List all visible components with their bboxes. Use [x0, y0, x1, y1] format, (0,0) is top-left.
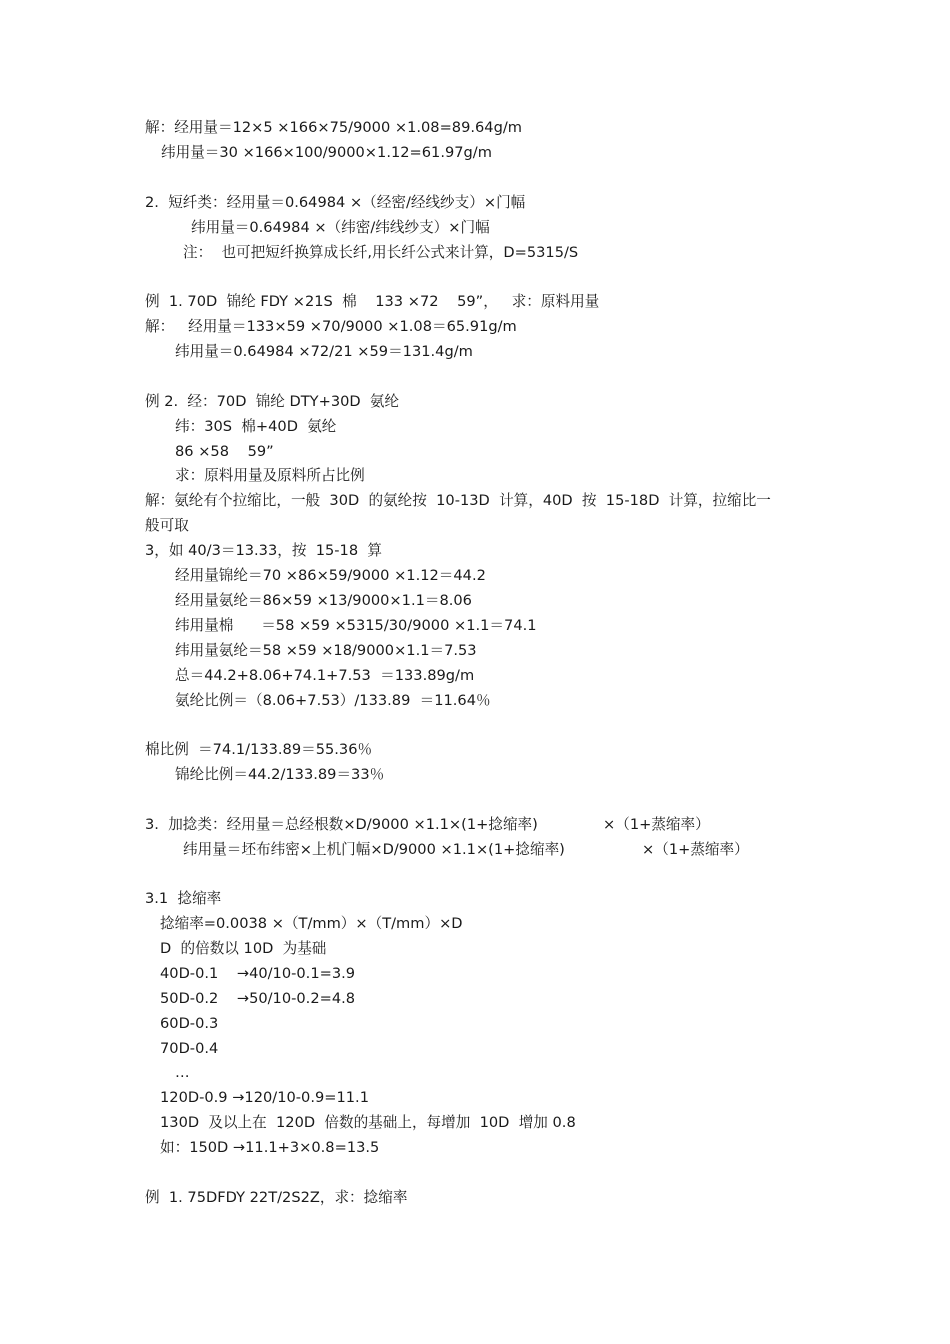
- text-line: 棉比例 ＝74.1/133.89＝55.36％: [145, 741, 373, 758]
- text-line: …: [175, 1064, 190, 1081]
- text-line: D 的倍数以 10D 为基础: [160, 940, 327, 957]
- section-heading: 2. 短纤类：经用量＝0.64984 ×（经密/经线纱支）×门幅: [145, 194, 526, 211]
- text-line: 氨纶比例＝（8.06+7.53）/133.89 ＝11.64％: [175, 692, 491, 709]
- text-line: 纬用量棉 ＝58 ×59 ×5315/30/9000 ×1.1＝74.1: [175, 617, 537, 634]
- text-line: 解： 经用量＝133×59 ×70/9000 ×1.08＝65.91g/m: [145, 318, 517, 335]
- text-line: 求：原料用量及原料所占比例: [175, 467, 365, 484]
- text-line: 如：150D →11.1+3×0.8=13.5: [160, 1139, 380, 1156]
- note-line: 注： 也可把短纤换算成长纤,用长纤公式来计算，D=5315/S: [183, 244, 579, 261]
- text-line: 纬用量＝30 ×166×100/9000×1.12=61.97g/m: [161, 144, 492, 161]
- text-line: 般可取: [145, 517, 189, 534]
- text-line: 总＝44.2+8.06+74.1+7.53 ＝133.89g/m: [175, 667, 475, 684]
- example-heading: 例 2. 经：70D 锦纶 DTY+30D 氨纶: [145, 393, 400, 410]
- text-line: 经用量氨纶＝86×59 ×13/9000×1.1＝8.06: [175, 592, 472, 609]
- section-heading: 3. 加捻类：经用量＝总经根数×D/9000 ×1.1×(1+捻缩率): [145, 816, 538, 833]
- text-line: 纬：30S 棉+40D 氨纶: [175, 418, 337, 435]
- text-line: 86 ×58 59”: [175, 443, 274, 460]
- text-line: 纬用量＝0.64984 ×（纬密/纬线纱支）×门幅: [191, 219, 490, 236]
- text-line: 纬用量氨纶＝58 ×59 ×18/9000×1.1＝7.53: [175, 642, 477, 659]
- text-line: 捻缩率=0.0038 ×（T/mm）×（T/mm）×D: [160, 915, 463, 932]
- text-line: 70D-0.4: [160, 1040, 219, 1057]
- text-line: 纬用量＝0.64984 ×72/21 ×59＝131.4g/m: [175, 343, 473, 360]
- text-line: 锦纶比例＝44.2/133.89＝33％: [175, 766, 385, 783]
- text-line: 120D-0.9 →120/10-0.9=11.1: [160, 1089, 369, 1106]
- text-line: 3，如 40/3＝13.33，按 15-18 算: [145, 542, 382, 559]
- text-line: ×（1+蒸缩率）: [603, 816, 710, 833]
- example-heading: 例 1. 70D 锦纶 FDY ×21S 棉 133 ×72 59”， 求：原料用量: [145, 293, 600, 310]
- text-line: 解：氨纶有个拉缩比，一般 30D 的氨纶按 10-13D 计算，40D 按 15-18D 计算，拉缩比一: [145, 492, 771, 509]
- text-line: 纬用量＝坯布纬密×上机门幅×D/9000 ×1.1×(1+捻缩率): [183, 841, 565, 858]
- text-line: 60D-0.3: [160, 1015, 219, 1032]
- text-line: 50D-0.2 →50/10-0.2=4.8: [160, 990, 356, 1007]
- text-line: ×（1+蒸缩率）: [642, 841, 749, 858]
- text-line: 经用量锦纶＝70 ×86×59/9000 ×1.12＝44.2: [175, 567, 486, 584]
- text-line: 解：经用量＝12×5 ×166×75/9000 ×1.08=89.64g/m: [145, 119, 522, 136]
- text-line: 130D 及以上在 120D 倍数的基础上，每增加 10D 增加 0.8: [160, 1114, 576, 1131]
- section-heading: 3.1 捻缩率: [145, 890, 222, 907]
- text-line: 40D-0.1 →40/10-0.1=3.9: [160, 965, 356, 982]
- example-heading: 例 1. 75DFDY 22T/2S2Z，求：捻缩率: [145, 1189, 408, 1206]
